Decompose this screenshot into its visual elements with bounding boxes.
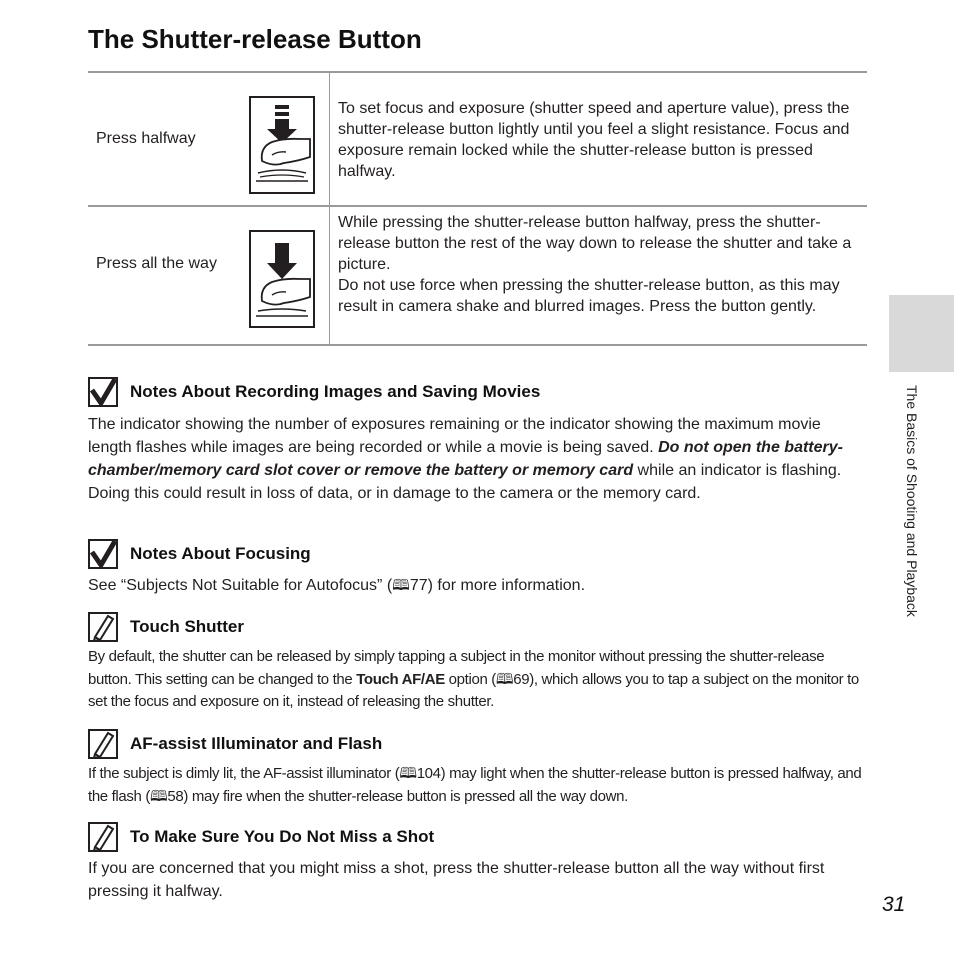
book-reference-icon: 🕮 — [399, 765, 417, 782]
description-part: While pressing the shutter-release button halfway, press the shutter-release button the rest of the way down to release the shutter and take a picture. — [338, 214, 852, 273]
check-mark-icon — [88, 539, 118, 569]
note-heading-miss-shot — [88, 822, 434, 852]
note-text: The indicator showing the number of exposures remaining or the indicator showing the maximum movie length flashes while images are being recorded or while a movie is being saved. — [88, 416, 821, 456]
note-heading-touch-shutter — [88, 612, 244, 642]
page-reference[interactable]: 69 — [513, 670, 530, 688]
row-label-press-all-the-way: Press all the way — [96, 255, 217, 272]
shutter-half-press-icon — [248, 95, 316, 195]
note-text: If the subject is dimly lit, the AF-assist illuminator ( — [88, 765, 400, 782]
book-reference-icon: 🕮 — [495, 670, 514, 688]
pencil-note-icon — [88, 822, 118, 852]
note-body-af-assist — [88, 763, 868, 808]
chapter-tab — [889, 295, 954, 372]
note-text: while an indicator is flashing. Doing this could result in loss of data, or in damage to the camera or the memory card. — [88, 462, 842, 502]
note-heading-text: Notes About Focusing — [130, 544, 311, 563]
note-body-recording — [88, 413, 868, 505]
page-reference[interactable]: 58 — [167, 787, 184, 805]
page-number: 31 — [882, 893, 906, 916]
book-reference-icon: 🕮 — [392, 577, 410, 594]
row-description-press-all-the-way — [338, 212, 858, 317]
note-heading-focusing — [88, 539, 311, 569]
setting-name: Touch AF/AE — [356, 670, 445, 688]
note-text: See “Subjects Not Suitable for Autofocus” ( — [88, 577, 393, 594]
note-heading-text: Touch Shutter — [130, 617, 244, 636]
note-text: ) for more information. — [427, 577, 586, 594]
book-reference-icon: 🕮 — [150, 787, 168, 805]
note-heading-text: To Make Sure You Do Not Miss a Shot — [130, 827, 435, 846]
note-text: ) may fire when the shutter-release button is pressed all the way down. — [183, 787, 628, 805]
pencil-note-icon — [88, 612, 118, 642]
row-label-press-halfway: Press halfway — [96, 130, 196, 147]
note-text: By default, the shutter can be released by simply tapping a subject in the monitor without pressing the shutter-release button. This setting can be changed to the — [88, 648, 825, 688]
note-heading-af-assist — [88, 729, 382, 759]
table-row-divider — [88, 205, 867, 207]
pencil-note-icon — [88, 729, 118, 759]
description-part: Do not use force when pressing the shutter-release button, as this may result in camera shake and blurred images. Press the button gently. — [338, 277, 840, 315]
page-reference[interactable]: 77 — [409, 577, 428, 594]
check-mark-icon — [88, 377, 118, 407]
page-title: The Shutter-release Button — [88, 24, 422, 54]
shutter-full-press-icon — [248, 229, 316, 329]
note-text: ), which allows you to tap a subject on the monitor to set the focus and exposure on it, instead of releasing the shutter. — [88, 670, 859, 710]
page-reference[interactable]: 104 — [416, 765, 441, 782]
note-heading-text: Notes About Recording Images and Saving Movies — [130, 382, 541, 401]
note-warning-text: Do not open the battery-chamber/memory card slot cover or remove the battery or memory card — [88, 439, 843, 479]
note-body-touch-shutter — [88, 646, 868, 714]
row-description-press-halfway: To set focus and exposure (shutter speed and aperture value), press the shutter-release button lightly until you feel a slight resistance. Focus and exposure remain locked while the shutter-release button is pressed halfway. — [338, 100, 850, 180]
note-heading-recording — [88, 377, 540, 407]
table-column-divider — [329, 73, 330, 205]
table-top-rule — [88, 71, 867, 73]
note-text: option ( — [444, 670, 496, 688]
note-body-miss-shot: If you are concerned that you might miss a shot, press the shutter-release button all the way without first pressing it halfway. — [88, 860, 825, 900]
table-bottom-rule — [88, 344, 867, 346]
chapter-title: The Basics of Shooting and Playback — [904, 385, 920, 617]
note-text: ) may light when the shutter-release button is pressed halfway, and the flash ( — [88, 765, 862, 805]
table-column-divider — [329, 207, 330, 344]
note-body-focusing — [88, 574, 868, 597]
note-heading-text: AF-assist Illuminator and Flash — [130, 734, 383, 753]
